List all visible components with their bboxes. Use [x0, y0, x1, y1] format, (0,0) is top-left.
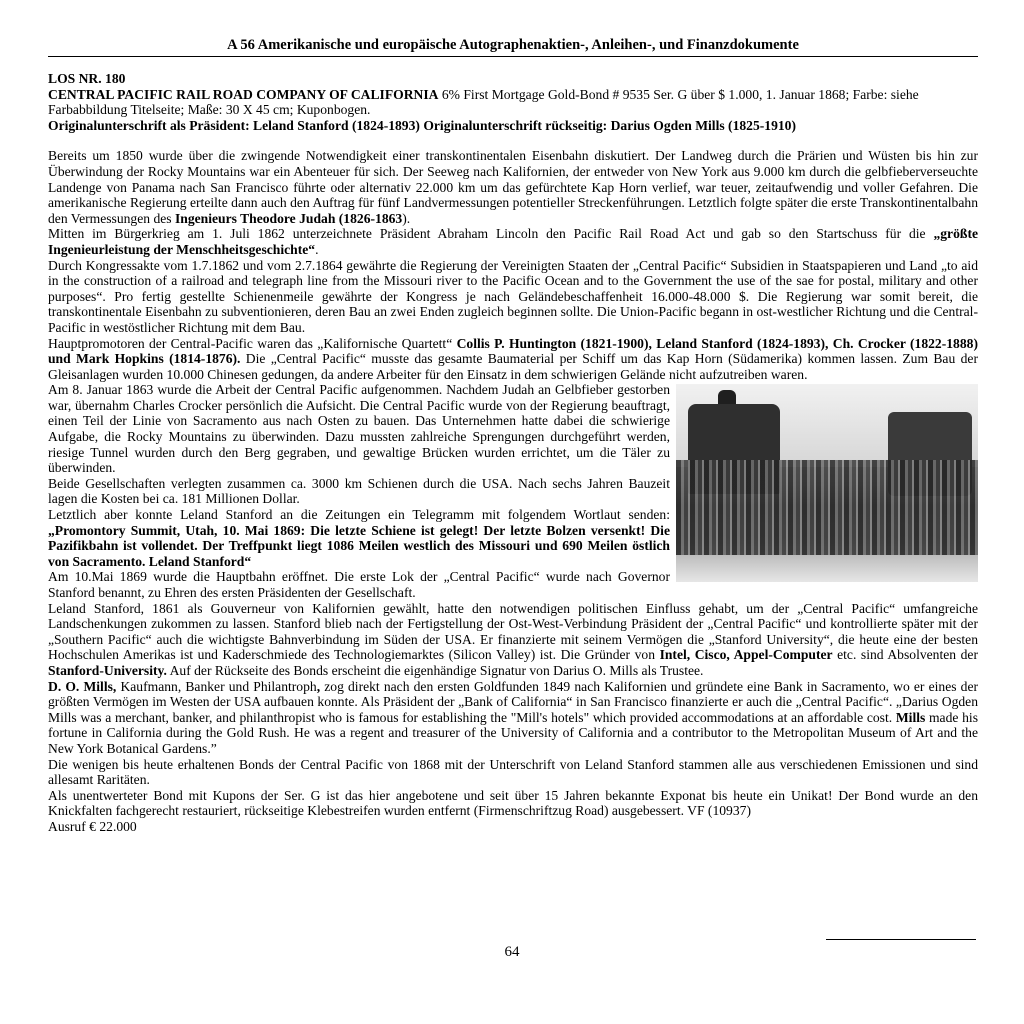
paragraph-opening: Am 10.Mai 1869 wurde die Hauptbahn eröffnet. Die erste Lok der „Central Pacific“ wurde nach Governor Stanford benannt, zu Ehren des ersten Präsidenten der Gesellschaft. — [48, 569, 670, 600]
text: zog direkt nach den ersten Goldfunden 1849 nach Kalifornien und gründete eine Bank in Sacramento, wo er eines der größten Vermögen im Westen der USA aufbauen konnte. Als Präsident der „Bank of California“ in San Francisco finanzierte er auch die „Central Pacific“. „Darius Ogden Mills was a merchant, banker, and philanthropist who is famous for establishing the "Mill's hotels" which provided accommodations at an affordable cost. — [48, 678, 979, 725]
text: ). — [402, 210, 411, 226]
lot-company: CENTRAL PACIFIC RAIL ROAD COMPANY OF CALIFORNIA — [48, 86, 439, 102]
paragraph-lincoln — [48, 226, 978, 257]
page-number: 64 — [504, 944, 520, 960]
photo-ground — [676, 555, 978, 583]
text: Leland Stanford, 1861 als Gouverneur von Kalifornien gewählt, hatte den notwendigen politischen Einfluss gehabt, um der „Central Pacific“ umfangreiche Landschenkungen zukommen zu lassen. Stanford blieb nach der Fertigstellung der Ost-West-Verbindung Präsident der „Central Pacific“ und kontrollierte später mit der „Southern Pacific“ auch die wichtigste Bahnverbindung im Süden der USA. Er finanzierte mit seinem Vermögen die „Stanford University“, die heute eine der besten Hochschulen Amerikas ist und Kaderschmiede des Technologiemarktes (Silicon Valley) ist. Die Gründer von — [48, 600, 978, 663]
text: Hauptpromotoren der Central-Pacific waren das „Kalifornische Quartett“ — [48, 335, 457, 351]
paragraph-stanford — [48, 601, 978, 679]
text-bold: Collis P. Huntington (1821-1900), Leland Stanford (1824-1893), Ch. Crocker (1822-1888) und Mark Hopkins (1814-1876). — [48, 335, 978, 367]
lot-number: LOS NR. 180 — [48, 71, 126, 86]
paragraph-condition: Als unentwerteter Bond mit Kupons der Ser. G ist das hier angebotene und seit über 15 Jahren bekannte Exponat bis heute ein Unikat! Der Bond wurde an den Knickfalten fachgerecht restauriert, rückseitige Klebestreifen wurden entfernt (Firmenschriftzug Road) ausgebessert. VF (10937) — [48, 787, 978, 819]
paragraph-congress: Durch Kongressakte vom 1.7.1862 und vom 2.7.1864 gewährte die Regierung der Vereinigten Staaten der „Central Pacific“ Subsidien in Staatspapieren und Land „to aid in the construction of a railroad and telegraph line from the Missouri river to the Pacific Ocean and to the Government the use of the sae for postal, military and other purposes“. Pro fertig gestellte Schienenmeile gewährte der Kongress je nach Geländebeschaffenheit 16.000-48.000 $. Die Regierung war somit bereit, die transkontinentale Eisenbahn zu subventionieren, deren Bau an zwei Enden zugleich beginnen sollte. Die Union-Pacific begann in ost-westlicher Richtung und die Central-Pacific in westöstlicher Richtung mit dem Bau. — [48, 257, 978, 335]
text: made his fortune in California during the Gold Rush. He was a regent and treasurer of the University of California and a contributor to the Metropolitan Museum of Art and the New York Botanical Gardens.” — [48, 709, 978, 756]
historical-photo — [676, 384, 978, 582]
text-bold: Intel, Cisco, Appel-Computer — [659, 647, 833, 663]
lot-summary — [48, 71, 978, 133]
text: Die „Central Pacific“ musste das gesamte Baumaterial per Schiff um das Kap Horn (Südamerika) kommen lassen. Zum Bau der Gleisanlagen wurden 10.000 Chinesen gedungen, da andere Arbeiter für den Einsatz in dem schwierigen Gelände nicht aufzutreiben waren. — [48, 351, 978, 382]
paragraph-rarity: Die wenigen bis heute erhaltenen Bonds der Central Pacific von 1868 mit der Unterschrift von Leland Stanford stammen alle aus verschiedenen Emissionen und sind allesamt Raritäten. — [48, 756, 978, 788]
text: Kaufmann, Banker und Philantroph — [116, 678, 317, 694]
text: Bereits um 1850 wurde über die zwingende Notwendigkeit einer transkontinentalen Eisenbahn diskutiert. Der Landweg durch die Prärien und Wüsten bis hin zur Überwindung der Rocky Mountains war ein Abenteuer für sich. Der Seeweg nach Kalifornien, der entweder von New York aus 9.000 km durch die gelbfieberverseuchte Landenge von Panama nach San Francisco führte oder alternativ 22.000 km um das gefürchtete Kap Horn verlief, war teuer, zeitaufwendig und voller Gefahren. Die amerikanische Regierung erteilte dann auch den Auftrag für fünf Landvermessungen potentieller Streckenführungen. Letztlich folgte später die erste Transkontinentalbahn den Vermessungen des — [48, 148, 978, 226]
text-bold: D. O. Mills, — [48, 678, 117, 694]
text-bold: , — [316, 678, 321, 694]
paragraph-mills — [48, 679, 978, 757]
text-bold: „Promontory Summit, Utah, 10. Mai 1869: Die letzte Schiene ist gelegt! Der letzte Bolzen versenkt! Die Pazifikbahn ist vollendet. Der Treffpunkt liegt 1086 Meilen westlich des Missouri und 690 Meilen östlich von Sacramento. Leland Stanford“ — [48, 522, 670, 569]
paragraph-promoters — [48, 336, 978, 383]
paragraph-construction: Am 8. Januar 1863 wurde die Arbeit der Central Pacific aufgenommen. Nachdem Judah an Gelbfieber gestorben war, übernahm Charles Crocker persönlich die Aufsicht. Die Central Pacific wurde von der Regierung beauftragt, einen Teil der Linie von Sacramento aus nach Osten zu bauen. Das Unternehmen hatte dabei die schwierige Aufgabe, die Rocky Mountains zu überwinden. Dazu mussten zahlreiche Sprengungen durchgeführt werden, riesige Tunnel wurden durch den Berg gegraben, und gewaltige Brücken wurden errichtet, um die Täler zu überwinden. — [48, 382, 670, 476]
header-divider — [48, 56, 978, 57]
text: . — [315, 241, 319, 257]
text-bold: Ingenieurs Theodore Judah (1826-1863 — [174, 210, 403, 226]
page-header: A 56 Amerikanische und europäische Autographenaktien-, Anleihen-, und Finanzdokumente — [227, 37, 799, 53]
text-bold: Stanford-University. — [48, 662, 167, 678]
text-bold: Mills — [895, 709, 926, 725]
lot-description: 6% First Mortgage Gold-Bond # 9535 Ser. G über $ 1.000, 1. Januar 1868; Farbe: siehe Farbabbildung Titelseite; Maße: 30 X 45 cm; Kuponbogen. — [48, 86, 919, 118]
text: Auf der Rückseite des Bonds erscheint die eigenhändige Signatur von Darius O. Mills als Trustee. — [166, 662, 704, 678]
starting-price: Ausruf € 22.000 — [48, 818, 137, 834]
text-bold: „größte Ingenieurleistung der Menschheitsgeschichte“ — [48, 226, 978, 257]
lot-signatures: Originalunterschrift als Präsident: Leland Stanford (1824-1893) Originalunterschrift rückseitig: Darius Ogden Mills (1825-1910) — [48, 117, 796, 133]
lot-content — [48, 71, 978, 835]
footer-divider — [826, 939, 976, 940]
text: Letztlich aber konnte Leland Stanford an die Zeitungen ein Telegramm mit folgendem Wortlaut senden: — [48, 507, 670, 523]
text: Mitten im Bürgerkrieg am 1. Juli 1862 unterzeichnete Präsident Abraham Lincoln den Pacific Rail Road Act und gab so den Startschuss für die — [48, 226, 934, 242]
paragraph-rails: Beide Gesellschaften verlegten zusammen ca. 3000 km Schienen durch die USA. Nach sechs Jahren Bauzeit lagen die Kosten bei ca. 181 Millionen Dollar. — [48, 475, 670, 507]
text: etc. sind Absolventen der — [832, 647, 978, 663]
spacer — [48, 133, 978, 148]
paragraph-intro — [48, 148, 978, 226]
